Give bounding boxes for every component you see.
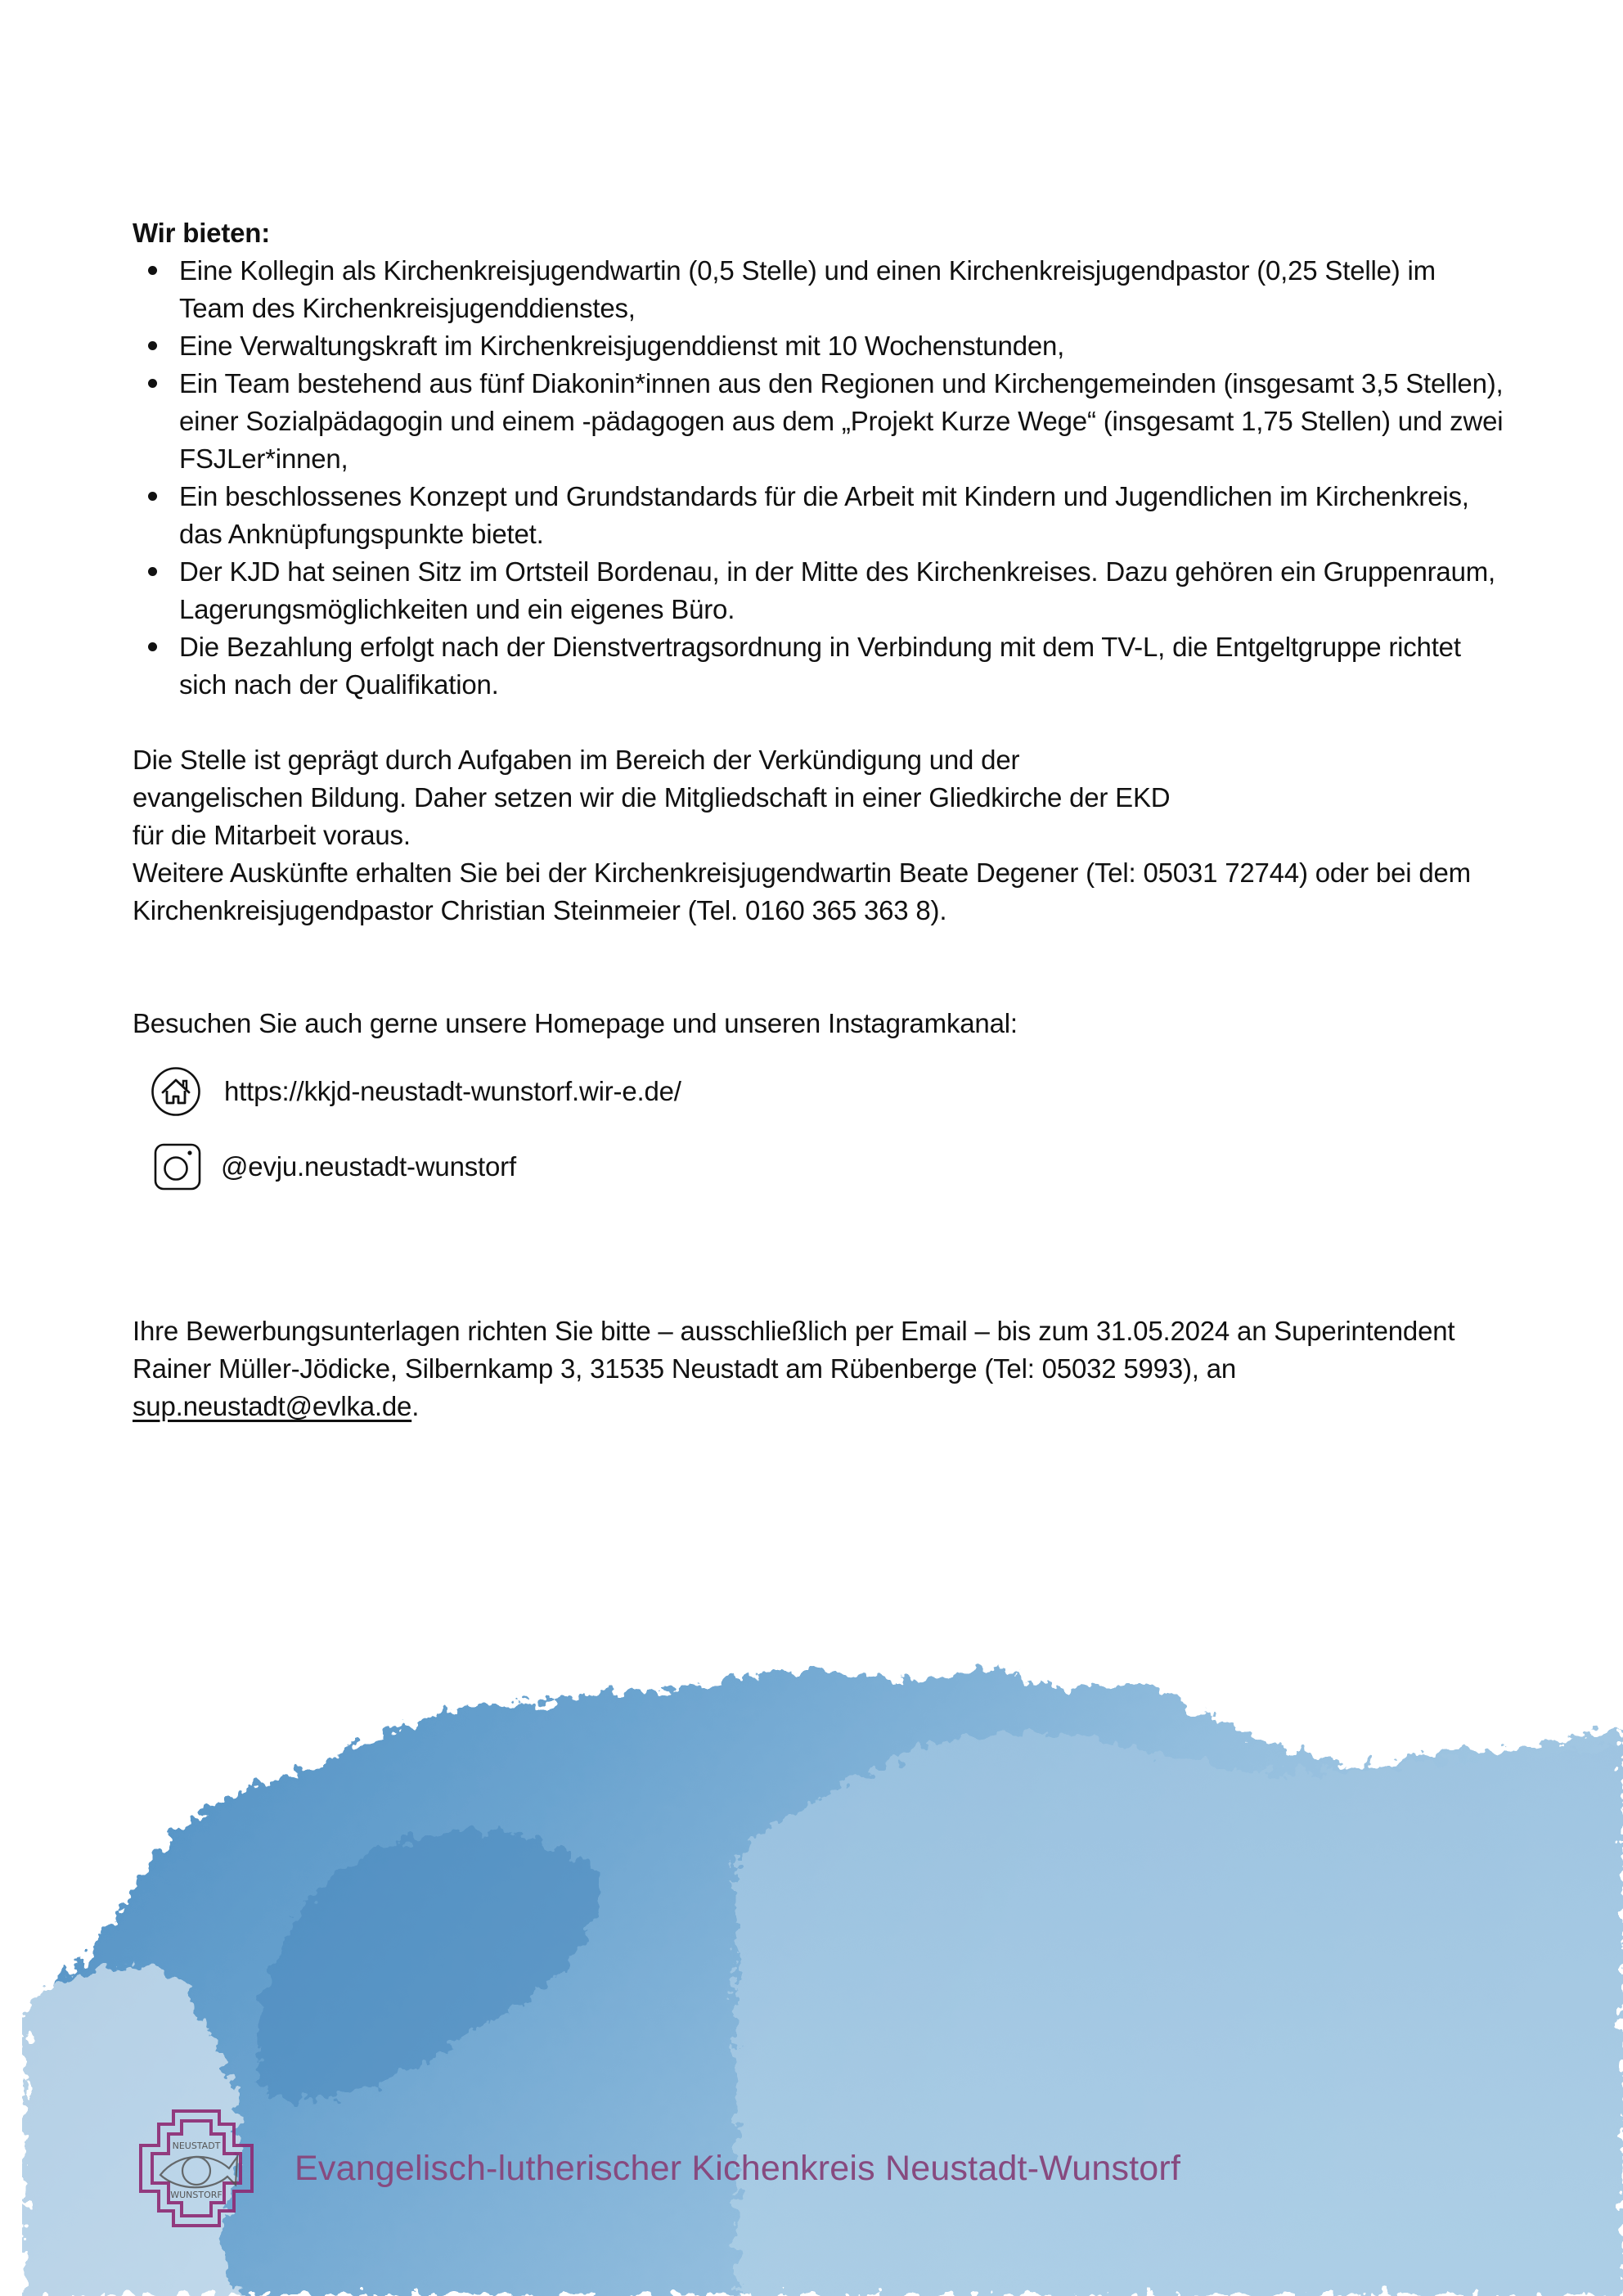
offer-text: Die Bezahlung erfolgt nach der Dienstvertragsordnung in Verbindung mit dem TV-L, die Entgeltgruppe richtet sich nach der Qualifikation. (179, 632, 1461, 700)
requirements-paragraph (133, 741, 1507, 930)
bullet-icon (148, 379, 157, 388)
bullet-icon (148, 567, 157, 576)
homepage-link-row[interactable] (151, 1065, 1507, 1118)
home-icon (151, 1066, 201, 1117)
bullet-icon (148, 341, 157, 350)
bullet-icon (148, 642, 157, 651)
bullet-icon (148, 492, 157, 501)
application-paragraph (133, 1312, 1507, 1425)
visit-intro: Besuchen Sie auch gerne unsere Homepage und unseren Instagramkanal: (133, 1008, 1018, 1038)
offer-text: Eine Kollegin als Kirchenkreisjugendwartin (0,5 Stelle) und einen Kirchenkreisjugendpastor (0,25 Stelle) im Team des Kirchenkreisjugenddienstes, (179, 255, 1436, 323)
offer-list-item (133, 365, 1507, 478)
requirements-line: evangelischen Bildung. Daher setzen wir die Mitgliedschaft in einer Gliedkirche der EKD (133, 782, 1171, 813)
offer-text: Ein Team bestehend aus fünf Diakonin*innen aus den Regionen und Kirchengemeinden (insgesamt 3,5 Stellen), einer Sozialpädagogin und einem -pädagogen aus dem „Projekt Kurze Wege“ (insgesamt 1,75 Stellen) und zwei FSJLer*innen, (179, 368, 1504, 474)
church-district-logo-icon (137, 2106, 256, 2231)
contact-info: Weitere Auskünfte erhalten Sie bei der Kirchenkreisjugendwartin Beate Degener (Tel: 05031 72744) oder bei dem Kirchenkreisjugendpastor Christian Steinmeier (Tel. 0160 365 363 8). (133, 858, 1471, 925)
offers-list (133, 252, 1507, 704)
logo-bottom-text: WUNSTORF (170, 2190, 223, 2200)
application-text-end: . (411, 1391, 420, 1421)
requirements-line: für die Mitarbeit voraus. (133, 820, 411, 850)
application-text: Ihre Bewerbungsunterlagen richten Sie bitte – ausschließlich per Email – bis zum 31.05.2024 an Superintendent Rainer Müller-Jödicke, Silbernkamp 3, 31535 Neustadt am Rübenberge (Tel: 05032 5993), an (133, 1316, 1455, 1384)
instagram-handle-link[interactable]: @evju.neustadt-wunstorf (221, 1151, 516, 1182)
document-content (133, 214, 1507, 1425)
offer-text: Der KJD hat seinen Sitz im Ortsteil Bordenau, in der Mitte des Kirchenkreises. Dazu gehören ein Gruppenraum, Lagerungsmöglichkeiten und ein eigenes Büro. (179, 556, 1495, 624)
bullet-icon (148, 266, 157, 275)
instagram-link-row[interactable] (152, 1141, 1507, 1193)
logo-top-text: NEUSTADT (172, 2141, 221, 2151)
requirements-line: Die Stelle ist geprägt durch Aufgaben im Bereich der Verkündigung und der (133, 745, 1020, 775)
offer-list-item (133, 252, 1507, 327)
offer-text: Ein beschlossenes Konzept und Grundstandards für die Arbeit mit Kindern und Jugendlichen im Kirchenkreis, das Anknüpfungspunkte bietet. (179, 481, 1469, 549)
offer-list-item (133, 628, 1507, 704)
organization-name: Evangelisch-lutherischer Kichenkreis Neustadt-Wunstorf (294, 2149, 1181, 2188)
offers-heading: Wir bieten: (133, 218, 271, 248)
offer-list-item (133, 327, 1507, 365)
instagram-icon (152, 1141, 203, 1192)
homepage-url-link[interactable]: https://kkjd-neustadt-wunstorf.wir-e.de/ (224, 1076, 681, 1106)
offer-list-item (133, 553, 1507, 628)
email-link[interactable]: sup.neustadt@evlka.de (133, 1391, 412, 1421)
offer-text: Eine Verwaltungskraft im Kirchenkreisjugenddienst mit 10 Wochenstunden, (179, 331, 1065, 361)
offer-list-item (133, 478, 1507, 553)
